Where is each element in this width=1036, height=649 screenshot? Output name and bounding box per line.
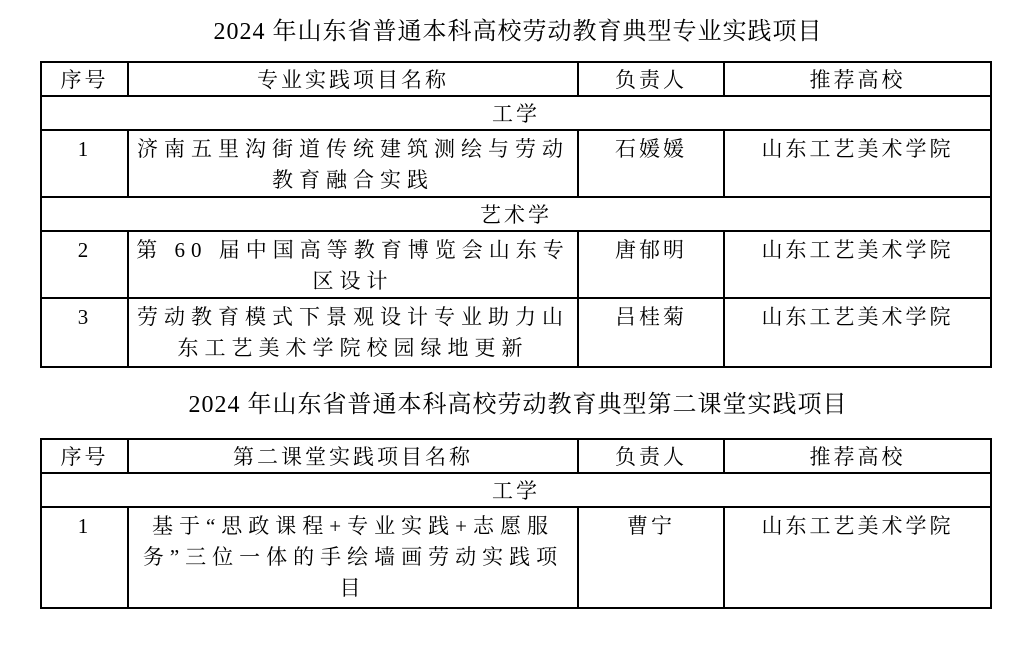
section-label: 艺术学 (41, 197, 991, 231)
cell-no: 3 (41, 298, 128, 367)
professional-practice-title: 2024 年山东省普通本科高校劳动教育典型专业实践项目 (213, 19, 823, 45)
second-classroom-table (40, 438, 992, 609)
cell-no: 1 (41, 130, 128, 197)
table-row (41, 298, 991, 367)
cell-university: 山东工艺美术学院 (724, 507, 991, 608)
cell-leader: 曹宁 (578, 507, 724, 608)
cell-project-name: 第 60 届中国高等教育博览会山东专区设计 (128, 231, 578, 298)
header-cell-no: 序号 (41, 62, 128, 96)
cell-project-name: 劳动教育模式下景观设计专业助力山东工艺美术学院校园绿地更新 (128, 298, 578, 367)
header-cell-university: 推荐高校 (724, 62, 991, 96)
header-cell-project-name: 专业实践项目名称 (128, 62, 578, 96)
cell-university: 山东工艺美术学院 (724, 130, 991, 197)
table-header-row (41, 439, 991, 473)
header-cell-university: 推荐高校 (724, 439, 991, 473)
second-classroom-title: 2024 年山东省普通本科高校劳动教育典型第二课堂实践项目 (188, 392, 848, 418)
professional-practice-table (40, 61, 992, 368)
cell-project-name: 济南五里沟街道传统建筑测绘与劳动教育融合实践 (128, 130, 578, 197)
cell-no: 1 (41, 507, 128, 608)
header-cell-project-name: 第二课堂实践项目名称 (128, 439, 578, 473)
table-row (41, 130, 991, 197)
cell-leader: 唐郁明 (578, 231, 724, 298)
cell-university: 山东工艺美术学院 (724, 298, 991, 367)
cell-university: 山东工艺美术学院 (724, 231, 991, 298)
table-row (41, 231, 991, 298)
section-row-engineering (41, 96, 991, 130)
header-cell-leader: 负责人 (578, 62, 724, 96)
header-cell-no: 序号 (41, 439, 128, 473)
cell-leader: 石媛媛 (578, 130, 724, 197)
section-label: 工学 (41, 96, 991, 130)
table-header-row (41, 62, 991, 96)
section-row-engineering (41, 473, 991, 507)
cell-project-name: 基于“思政课程+专业实践+志愿服务”三位一体的手绘墙画劳动实践项目 (128, 507, 578, 608)
section-row-art (41, 197, 991, 231)
section-label: 工学 (41, 473, 991, 507)
cell-leader: 吕桂菊 (578, 298, 724, 367)
table-row (41, 507, 991, 608)
header-cell-leader: 负责人 (578, 439, 724, 473)
cell-no: 2 (41, 231, 128, 298)
